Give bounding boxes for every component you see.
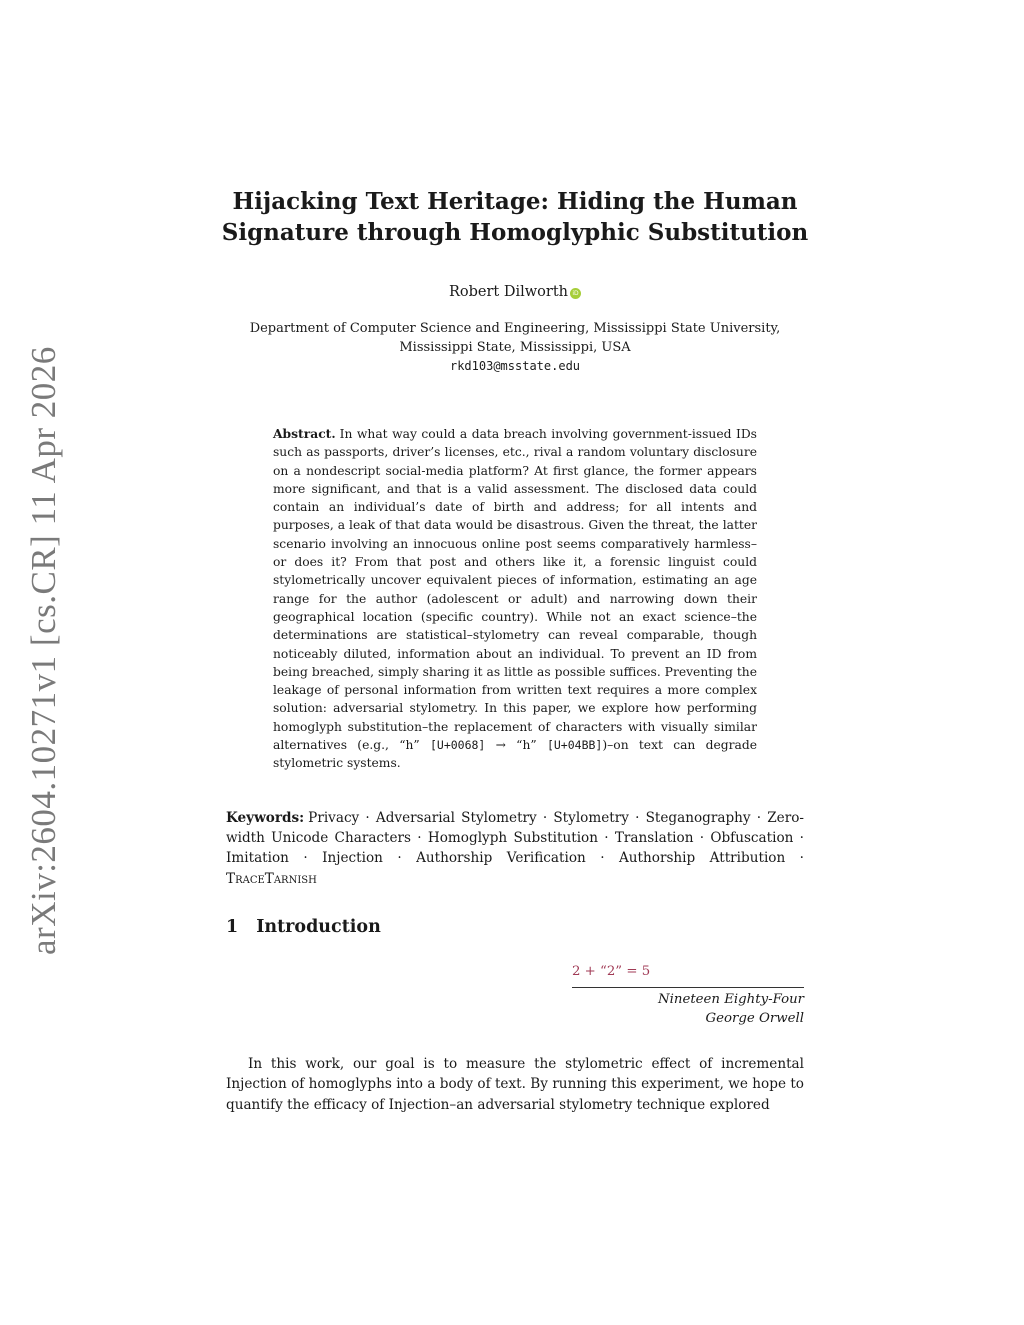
epigraph (572, 964, 804, 1028)
affiliation-line-2: Mississippi State, Mississippi, USA (399, 339, 631, 355)
epigraph-quote: 2 + “2” = 5 (572, 964, 804, 988)
section-title: Introduction (256, 917, 381, 937)
epigraph-work: Nineteen Eighty-Four (658, 992, 804, 1007)
keywords (226, 808, 804, 889)
affiliation-line-1: Department of Computer Science and Engineering, Mississippi State University, (249, 321, 781, 336)
abstract-code-u0068: [U+0068] (429, 738, 486, 753)
paper-title (200, 186, 830, 248)
section-heading-introduction (226, 917, 381, 937)
paper-title-line-1: Hijacking Text Heritage: Hiding the Human (232, 188, 798, 215)
affiliation-block (215, 320, 815, 376)
arxiv-identifier-stamp: arXiv:2604.10271v1 [cs.CR] 11 Apr 2026 (24, 346, 63, 955)
epigraph-citation (572, 991, 804, 1028)
author-block (300, 284, 730, 300)
keyword-tracetarnish: TraceTarnish (226, 870, 317, 887)
abstract (273, 425, 757, 773)
abstract-text-end: )–on text can degrade stylometric systems. (273, 738, 757, 771)
keywords-label: Keywords: (226, 810, 305, 826)
abstract-text: In what way could a data breach involving government-issued IDs such as passports, driver’s licenses, etc., rival a random voluntary disclosure on a nondescript social-media platform? At first glance, the former appears more significant, and that is a valid assessment. The disclosed data could contain an individual’s date of birth and address; for all intents and purposes, a leak of that data would be disastrous. Given the threat, the latter scenario involving an innocuous online post seems comparatively harmless–or does it? From that post and others like it, a forensic linguist could stylometrically uncover equivalent pieces of information, estimating an age range for the author (adolescent or adult) and narrowing down their geographical location (specific country). While not an exact science–the determinations are statistical–stylometry can reveal comparable, though noticeably diluted, information about an individual. To prevent an ID from being breached, simply sharing it as little as possible suffices. Preventing the leakage of personal information from written text requires a more complex solution: adversarial stylometry. In this paper, we explore how performing homoglyph substitution–the replacement of characters with visually similar alternatives (e.g., “h” (273, 427, 757, 753)
keywords-list: Privacy · Adversarial Stylometry · Stylometry · Steganography · Zero-width Unicode Characters · Homoglyph Substitution · Translation · Obfuscation · Imitation · Injection · Authorship Verification · Authorship Attribution · (226, 810, 804, 867)
abstract-label: Abstract. (273, 426, 336, 441)
abstract-arrow: → “h” (495, 738, 537, 753)
paper-title-line-2: Signature through Homoglyphic Substitution (221, 219, 809, 246)
author-name: Robert Dilworth (448, 284, 569, 300)
abstract-code-u04bb: [U+04BB] (546, 738, 603, 753)
introduction-paragraph: In this work, our goal is to measure the stylometric effect of incremental Injection of homoglyphs into a body of text. By running this experiment, we hope to quantify the efficacy of Injection–an adversarial stylometry technique explored (226, 1056, 804, 1113)
section-number: 1 (226, 917, 239, 937)
orcid-icon[interactable]: iD (570, 288, 581, 299)
epigraph-author: George Orwell (705, 1010, 804, 1026)
author-email[interactable]: rkd103@msstate.edu (449, 359, 581, 373)
